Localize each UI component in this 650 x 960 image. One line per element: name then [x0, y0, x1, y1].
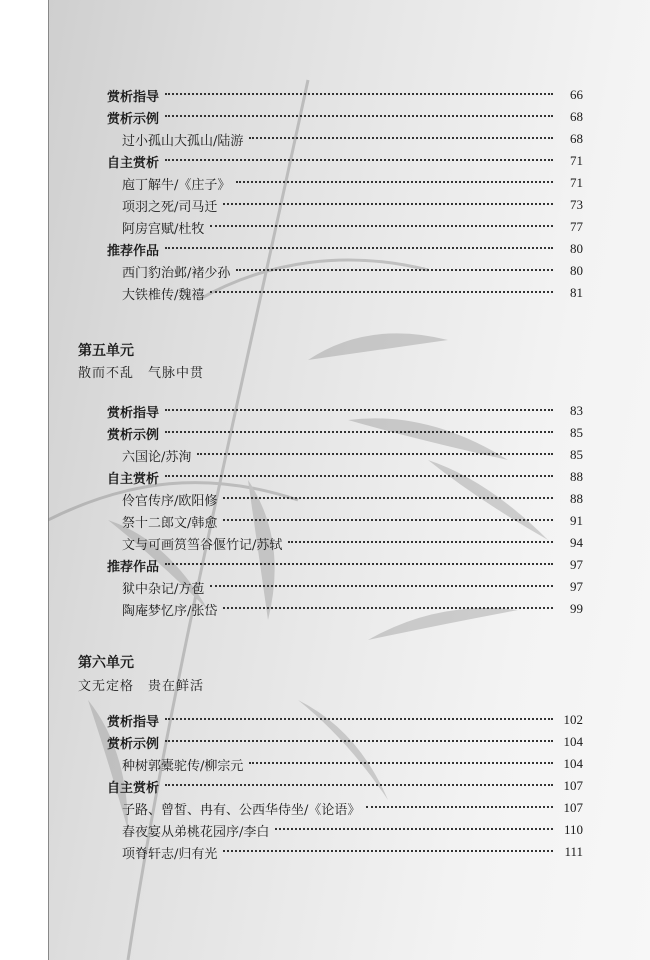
- dot-leader: [223, 497, 553, 499]
- toc-entry-title: 春夜宴从弟桃花园序/李白: [122, 824, 270, 840]
- toc-entry-title: 项羽之死/司马迁: [122, 199, 218, 215]
- toc-entry-title: 赏析示例: [107, 111, 160, 127]
- toc-entry-page: 73: [570, 197, 583, 212]
- toc-entry[interactable]: [0, 107, 650, 127]
- dot-leader: [210, 225, 553, 227]
- toc-entry-page: 110: [563, 822, 583, 837]
- toc-entry[interactable]: [0, 261, 650, 281]
- toc-entry[interactable]: [0, 173, 650, 193]
- toc-entry[interactable]: [0, 754, 650, 774]
- toc-entry-title: 陶庵梦忆序/张岱: [122, 603, 218, 619]
- toc-entry-page: 66: [570, 87, 583, 102]
- dot-leader: [165, 409, 553, 411]
- toc-entry[interactable]: [0, 283, 650, 303]
- toc-entry-page: 88: [570, 491, 583, 506]
- toc-entry-page: 77: [570, 219, 583, 234]
- toc-entry-title: 子路、曾皙、冉有、公西华侍坐/《论语》: [122, 802, 361, 818]
- toc-entry-title: 过小孤山大孤山/陆游: [122, 133, 244, 149]
- toc-entry-page: 85: [570, 447, 583, 462]
- dot-leader: [210, 291, 553, 293]
- toc-entry-title: 庖丁解牛/《庄子》: [122, 177, 231, 193]
- toc-entry[interactable]: [0, 776, 650, 796]
- dot-leader: [223, 850, 553, 852]
- dot-leader: [165, 740, 553, 742]
- dot-leader: [223, 203, 553, 205]
- toc-entry[interactable]: [0, 599, 650, 619]
- toc-entry-title: 赏析示例: [107, 427, 160, 443]
- toc-entry-page: 85: [570, 425, 583, 440]
- dot-leader: [165, 718, 553, 720]
- toc-entry-page: 91: [570, 513, 583, 528]
- dot-leader: [197, 453, 553, 455]
- toc-entry-title: 文与可画筼筜谷偃竹记/苏轼: [122, 537, 283, 553]
- unit6-heading: 第六单元: [78, 655, 134, 671]
- toc-entry-page: 107: [563, 800, 583, 815]
- dot-leader: [165, 431, 553, 433]
- toc-entry[interactable]: [0, 129, 650, 149]
- toc-entry-page: 104: [563, 734, 583, 749]
- dot-leader: [165, 159, 553, 161]
- dot-leader: [236, 181, 553, 183]
- toc-entry[interactable]: [0, 401, 650, 421]
- dot-leader: [275, 828, 553, 830]
- toc-entry-page: 68: [570, 131, 583, 146]
- toc-entry-title: 自主赏析: [107, 155, 160, 171]
- toc-entry[interactable]: [0, 195, 650, 215]
- toc-entry-title: 伶官传序/欧阳修: [122, 493, 218, 509]
- toc-entry-title: 大铁椎传/魏禧: [122, 287, 205, 303]
- dot-leader: [288, 541, 553, 543]
- toc-entry-page: 107: [563, 778, 583, 793]
- toc-entry[interactable]: [0, 217, 650, 237]
- dot-leader: [210, 585, 553, 587]
- dot-leader: [165, 115, 553, 117]
- toc-entry-page: 94: [570, 535, 583, 550]
- toc-entry[interactable]: [0, 798, 650, 818]
- toc-entry[interactable]: [0, 85, 650, 105]
- toc-entry-title: 阿房宫赋/杜牧: [122, 221, 205, 237]
- toc-entry-page: 71: [570, 175, 583, 190]
- dot-leader: [223, 607, 553, 609]
- dot-leader: [165, 563, 553, 565]
- toc-entry-title: 西门豹治邺/褚少孙: [122, 265, 231, 281]
- toc-entry-page: 99: [570, 601, 583, 616]
- dot-leader: [165, 784, 553, 786]
- dot-leader: [366, 806, 553, 808]
- toc-entry[interactable]: [0, 151, 650, 171]
- unit6-subtitle: 文无定格 贵在鲜活: [78, 679, 205, 694]
- toc-entry-title: 六国论/苏洵: [122, 449, 192, 465]
- toc-entry-title: 赏析指导: [107, 714, 160, 730]
- toc-entry-title: 狱中杂记/方苞: [122, 581, 205, 597]
- toc-entry-page: 111: [564, 844, 583, 859]
- toc-entry-page: 83: [570, 403, 583, 418]
- dot-leader: [223, 519, 553, 521]
- toc-entry-title: 赏析指导: [107, 89, 160, 105]
- toc-entry-page: 97: [570, 579, 583, 594]
- toc-entry-title: 项脊轩志/归有光: [122, 846, 218, 862]
- dot-leader: [165, 475, 553, 477]
- toc-entry[interactable]: [0, 445, 650, 465]
- toc-entry-page: 104: [563, 756, 583, 771]
- toc-entry[interactable]: [0, 555, 650, 575]
- toc-entry-title: 推荐作品: [107, 559, 160, 575]
- toc-entry-title: 自主赏析: [107, 471, 160, 487]
- toc-entry[interactable]: [0, 710, 650, 730]
- toc-entry-page: 68: [570, 109, 583, 124]
- toc-entry[interactable]: [0, 820, 650, 840]
- toc-entry[interactable]: [0, 577, 650, 597]
- unit5-heading: 第五单元: [78, 343, 134, 359]
- toc-entry[interactable]: [0, 239, 650, 259]
- toc-entry-page: 80: [570, 263, 583, 278]
- toc-entry[interactable]: [0, 467, 650, 487]
- dot-leader: [236, 269, 553, 271]
- toc-entry-title: 祭十二郎文/韩愈: [122, 515, 218, 531]
- toc-entry[interactable]: [0, 423, 650, 443]
- toc-entry-page: 102: [563, 712, 583, 727]
- toc-entry[interactable]: [0, 533, 650, 553]
- toc-entry[interactable]: [0, 511, 650, 531]
- toc-entry-title: 推荐作品: [107, 243, 160, 259]
- toc-entry-page: 80: [570, 241, 583, 256]
- dot-leader: [165, 247, 553, 249]
- toc-entry[interactable]: [0, 489, 650, 509]
- toc-entry[interactable]: [0, 732, 650, 752]
- dot-leader: [249, 137, 553, 139]
- toc-entry-title: 种树郭橐驼传/柳宗元: [122, 758, 244, 774]
- toc-entry-page: 81: [570, 285, 583, 300]
- toc-entry-title: 赏析指导: [107, 405, 160, 421]
- toc-entry-page: 88: [570, 469, 583, 484]
- dot-leader: [165, 93, 553, 95]
- toc-entry-title: 赏析示例: [107, 736, 160, 752]
- unit5-subtitle: 散而不乱 气脉中贯: [78, 366, 205, 381]
- dot-leader: [249, 762, 553, 764]
- toc-entry-title: 自主赏析: [107, 780, 160, 796]
- toc-entry[interactable]: [0, 842, 650, 862]
- toc-entry-page: 71: [570, 153, 583, 168]
- toc-entry-page: 97: [570, 557, 583, 572]
